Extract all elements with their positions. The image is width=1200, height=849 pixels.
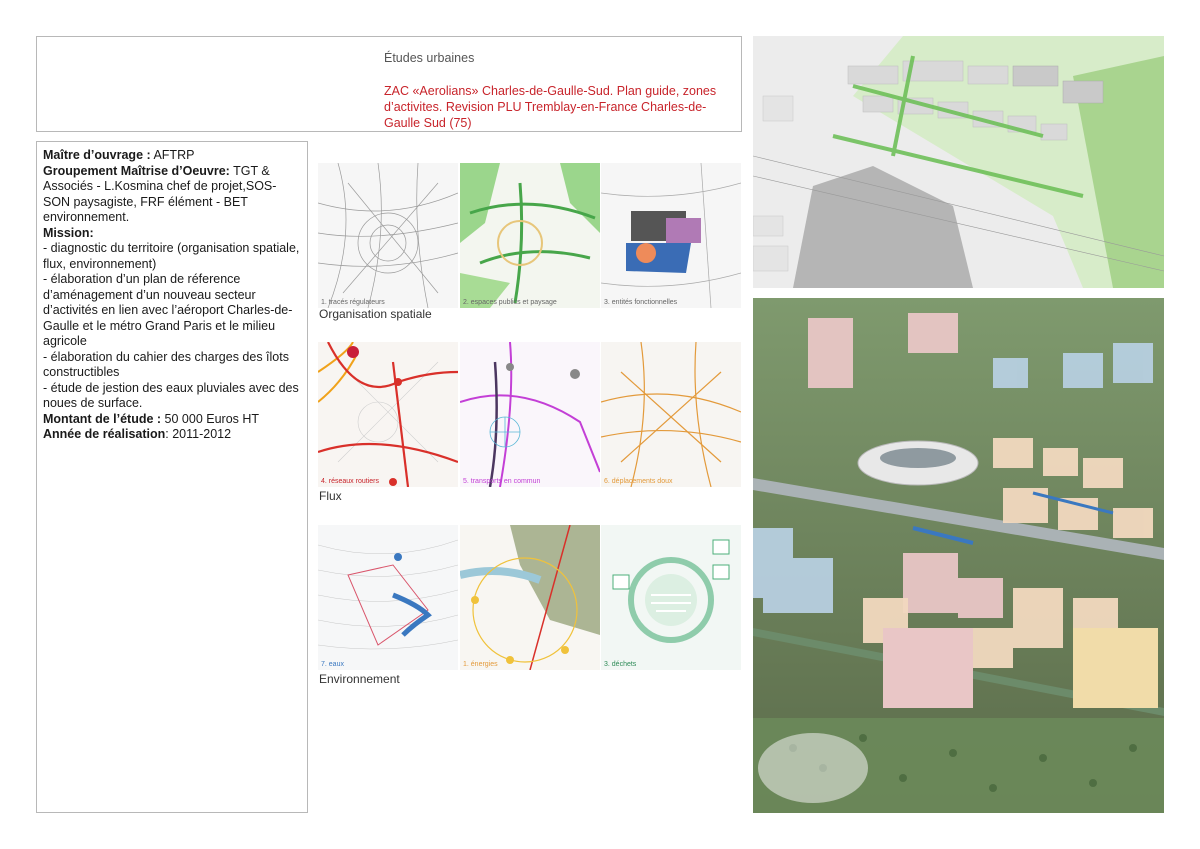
amount-line <box>43 412 301 428</box>
diagram-caption: 5. transports en commun <box>463 478 541 485</box>
diagram-traces-regulateurs <box>318 163 458 308</box>
mission-item: - étude de jestion des eaux pluviales avec des noues de surface. <box>43 380 299 410</box>
aerial-render-image <box>753 298 1164 813</box>
diagram-energies <box>460 525 600 670</box>
mission-item: - élaboration du cahier des charges des îlots constructibles <box>43 349 289 379</box>
diagram-eaux <box>318 525 458 670</box>
diagram-caption: 7. eaux <box>321 661 344 668</box>
owner-line <box>43 148 301 164</box>
project-title: ZAC «Aerolians» Charles-de-Gaulle-Sud. Plan guide, zones d’activites. Revision PLU Tremblay-en-France Charles-de-Gaulle Sud (75) <box>384 84 717 130</box>
project-info-panel <box>36 141 308 813</box>
amount-value: 50 000 Euros HT <box>161 411 260 426</box>
owner-label: Maître d’ouvrage : <box>43 148 151 162</box>
row-label-organisation-spatiale: Organisation spatiale <box>319 307 432 321</box>
diagram-caption: 3. entités fonctionnelles <box>604 299 678 306</box>
diagram-caption: 1. tracés régulateurs <box>321 299 385 306</box>
diagram-caption: 3. déchets <box>604 661 637 668</box>
diagram-caption: 4. réseaux routiers <box>321 478 379 485</box>
year-label: Année de réalisation <box>43 427 166 441</box>
diagram-caption: 6. déplacements doux <box>604 478 673 485</box>
amount-label: Montant de l’étude : <box>43 411 162 426</box>
masterplan-image <box>753 36 1164 288</box>
row-label-environnement: Environnement <box>319 672 400 686</box>
header-box <box>36 36 742 132</box>
mission-item: - diagnostic du territoire (organisation spatiale, flux, environnement) <box>43 241 300 271</box>
team-line <box>43 164 301 226</box>
diagram-transports-commun <box>460 342 600 487</box>
diagram-caption: 1. énergies <box>463 661 498 668</box>
team-label: Groupement Maîtrise d’Oeuvre: <box>43 163 230 178</box>
team-value: TGT & Associés - L.Kosmina chef de projet,SOS-SON paysagiste, FRF élément - BET environnement. <box>43 163 277 224</box>
year-value: : 2011-2012 <box>165 427 232 441</box>
diagram-reseaux-routiers <box>318 342 458 487</box>
diagram-deplacements-doux <box>601 342 741 487</box>
row-label-flux: Flux <box>319 489 342 503</box>
diagram-entites-fonctionnelles <box>601 163 741 308</box>
mission-item: - élaboration d’un plan de réference d’aménagement d’un nouveau secteur d’activités en lien avec l’aéroport Charles-de-Gaulle et le métro Grand Paris et le milieu agricole <box>43 272 293 348</box>
diagram-caption: 2. espaces publics et paysage <box>463 299 557 306</box>
section-category: Études urbaines <box>384 51 475 65</box>
owner-value: AFTRP <box>150 148 195 162</box>
mission-label: Mission: <box>43 225 94 240</box>
diagram-espaces-publics <box>460 163 600 308</box>
year-line <box>43 427 301 443</box>
diagram-dechets <box>601 525 741 670</box>
